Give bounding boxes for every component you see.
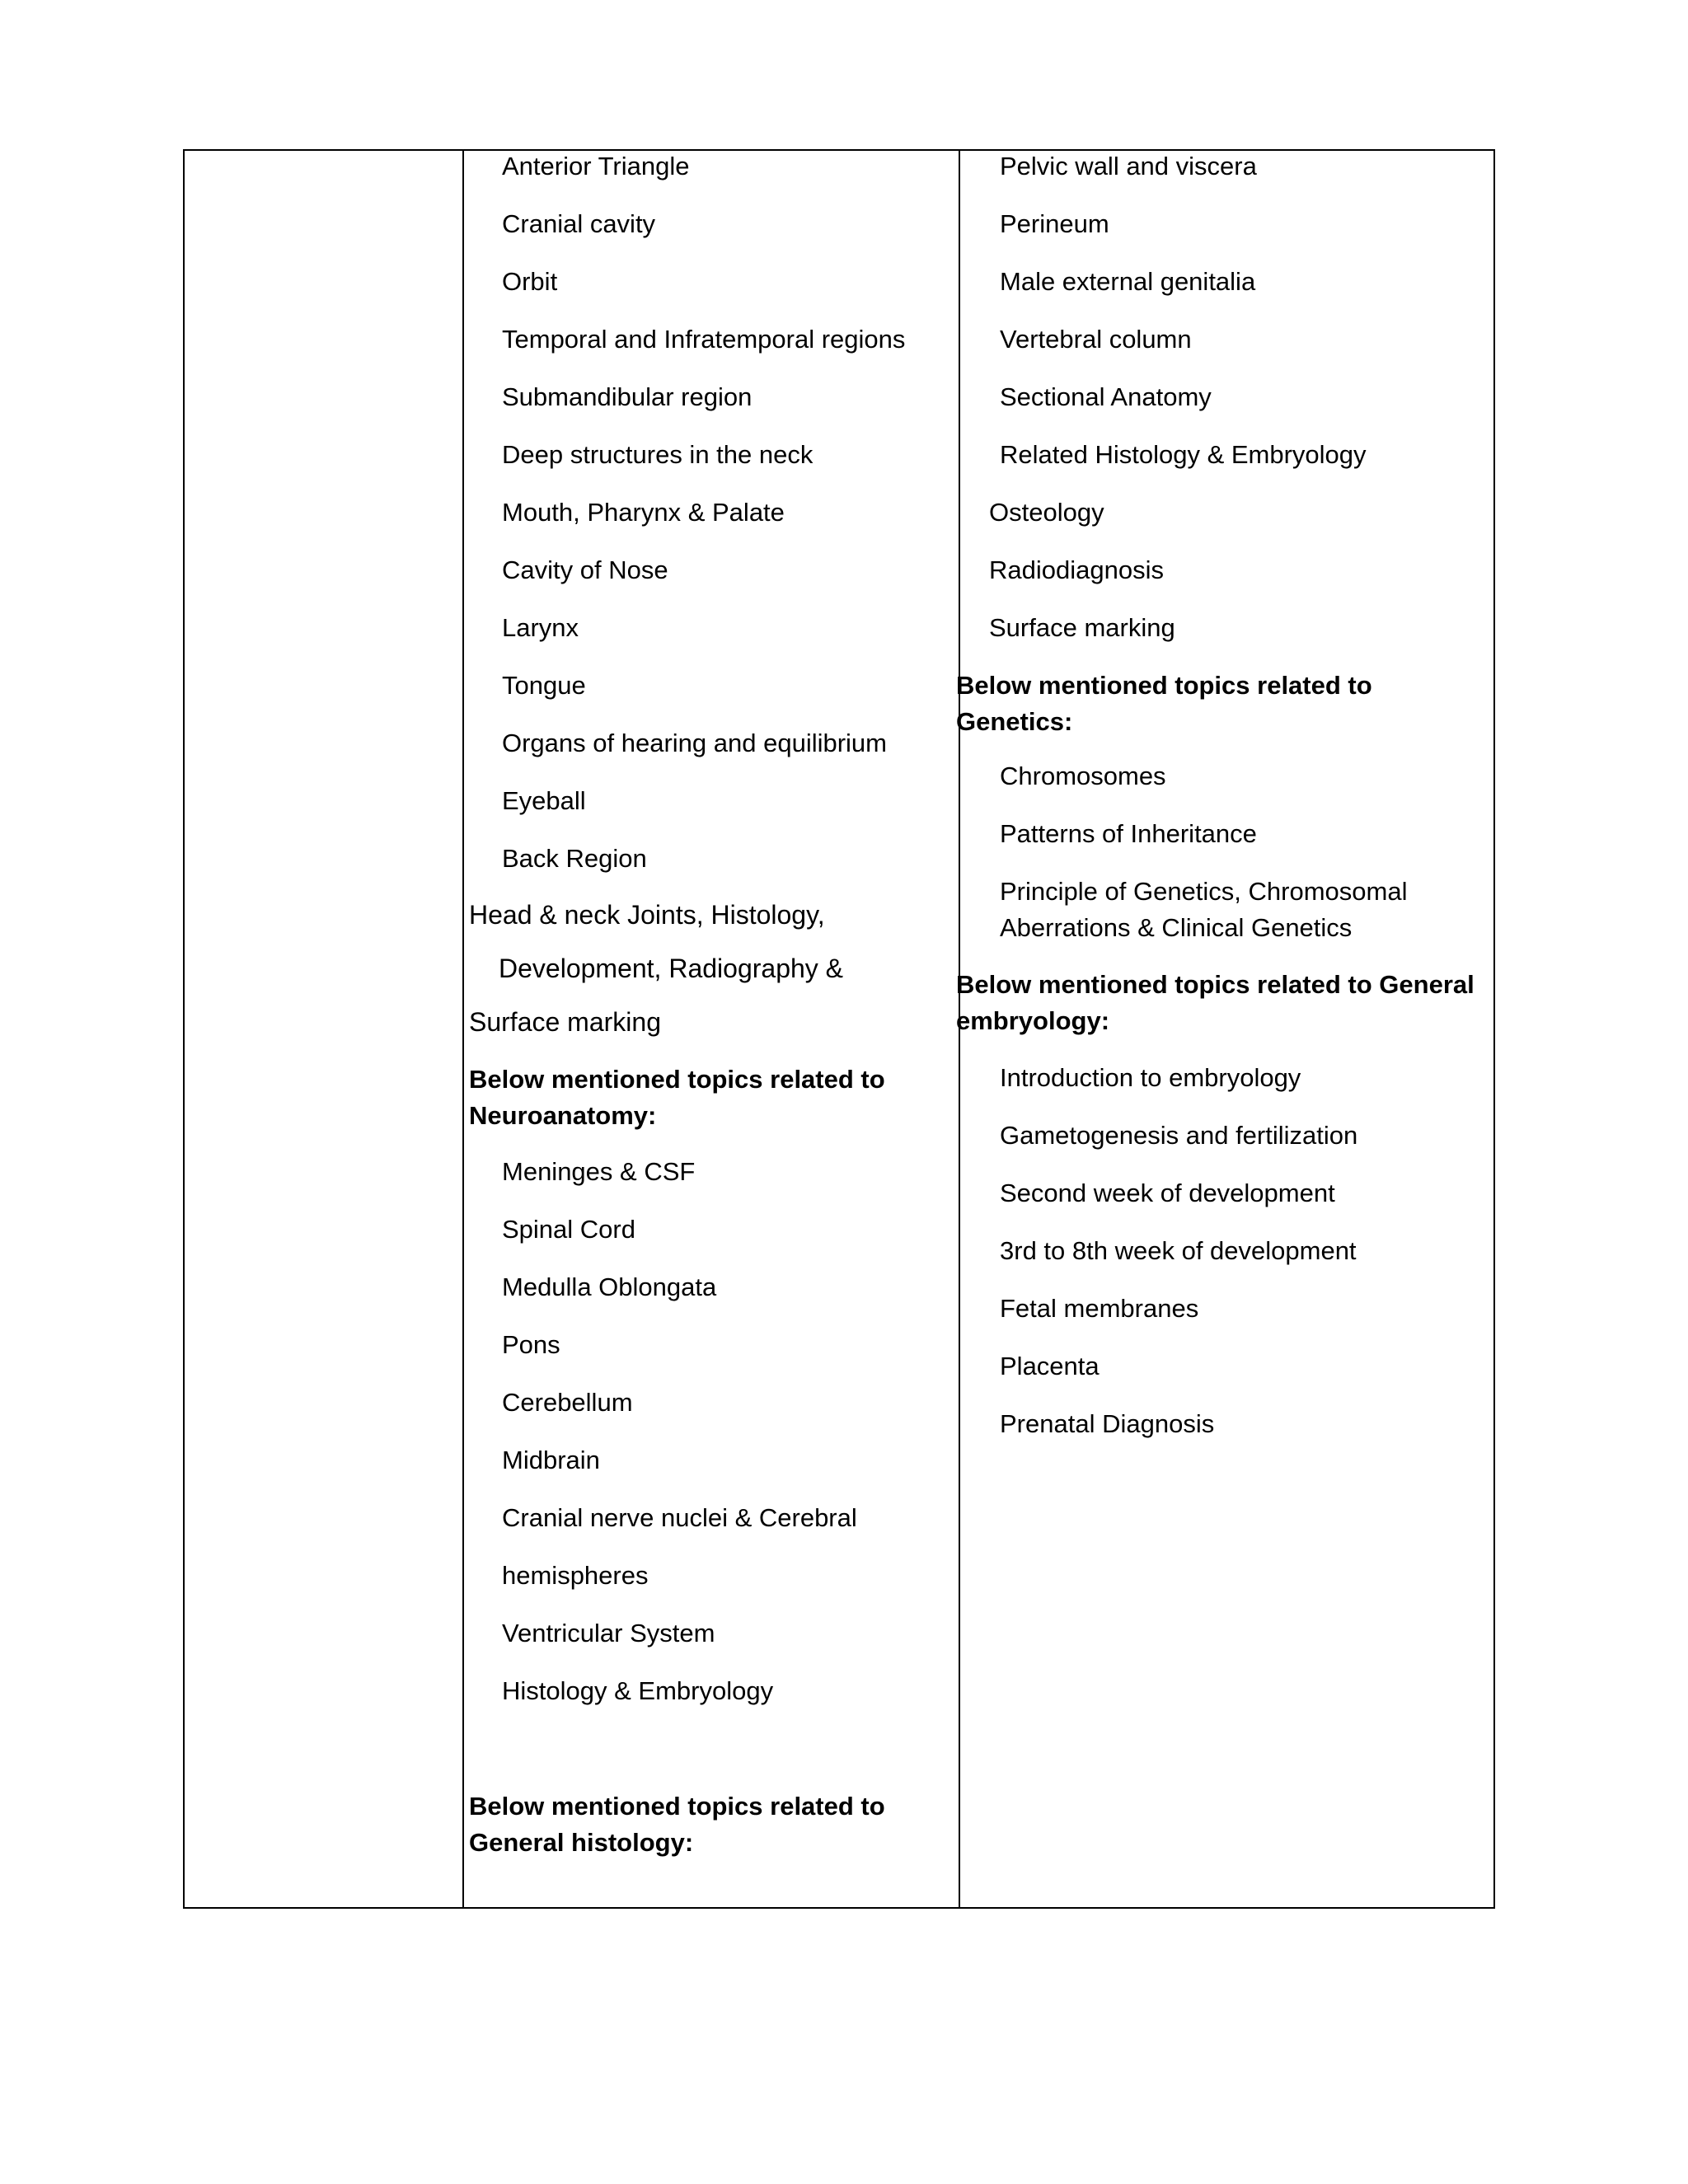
list-item: Prenatal Diagnosis — [1000, 1409, 1215, 1438]
section-heading: Below mentioned topics related to — [469, 1792, 885, 1821]
list-item: Tongue — [502, 671, 586, 700]
list-item: 3rd to 8th week of development — [1000, 1236, 1357, 1265]
list-item: Midbrain — [502, 1446, 600, 1474]
list-item: Osteology — [989, 498, 1104, 527]
section-note: Development, Radiography & — [499, 954, 844, 983]
section-heading: Genetics: — [956, 707, 1073, 736]
list-item: Cranial nerve nuclei & Cerebral — [502, 1503, 857, 1532]
list-item: Temporal and Infratemporal regions — [502, 325, 906, 354]
syllabus-table — [183, 149, 1495, 1909]
section-heading: Below mentioned topics related to — [469, 1065, 885, 1094]
list-item: Radiodiagnosis — [989, 555, 1164, 584]
list-item: Pelvic wall and viscera — [1000, 152, 1257, 180]
list-item: Submandibular region — [502, 382, 753, 411]
list-item: Second week of development — [1000, 1179, 1335, 1207]
list-item: Larynx — [502, 613, 579, 642]
list-item: Ventricular System — [502, 1619, 715, 1647]
section-heading: embryology: — [956, 1006, 1110, 1035]
section-heading: General histology: — [469, 1828, 694, 1857]
list-item: Principle of Genetics, Chromosomal — [1000, 877, 1408, 906]
list-item: Eyeball — [502, 786, 586, 815]
section-heading: Below mentioned topics related to — [956, 671, 1372, 700]
column-divider-1 — [462, 151, 464, 1907]
list-item: Deep structures in the neck — [502, 440, 814, 469]
list-item: Cavity of Nose — [502, 555, 668, 584]
list-item: Aberrations & Clinical Genetics — [1000, 913, 1353, 942]
list-item: Sectional Anatomy — [1000, 382, 1212, 411]
list-item: Spinal Cord — [502, 1215, 635, 1244]
list-item: Perineum — [1000, 209, 1109, 238]
list-item: Surface marking — [989, 613, 1175, 642]
list-item: Histology & Embryology — [502, 1676, 774, 1705]
list-item: Related Histology & Embryology — [1000, 440, 1367, 469]
list-item: Organs of hearing and equilibrium — [502, 729, 887, 757]
list-item: Meninges & CSF — [502, 1157, 696, 1186]
section-heading: Neuroanatomy: — [469, 1101, 657, 1130]
list-item: hemispheres — [502, 1561, 649, 1590]
list-item: Mouth, Pharynx & Palate — [502, 498, 785, 527]
list-item: Back Region — [502, 844, 647, 873]
list-item: Pons — [502, 1330, 560, 1359]
list-item: Male external genitalia — [1000, 267, 1256, 296]
list-item: Placenta — [1000, 1352, 1100, 1380]
list-item: Fetal membranes — [1000, 1294, 1199, 1323]
list-item: Vertebral column — [1000, 325, 1192, 354]
list-item: Medulla Oblongata — [502, 1272, 717, 1301]
list-item: Orbit — [502, 267, 558, 296]
list-item: Cerebellum — [502, 1388, 633, 1417]
list-item: Chromosomes — [1000, 762, 1166, 790]
section-heading: Below mentioned topics related to General — [956, 970, 1475, 999]
section-note: Head & neck Joints, Histology, — [469, 900, 825, 930]
list-item: Anterior Triangle — [502, 152, 690, 180]
list-item: Cranial cavity — [502, 209, 656, 238]
list-item: Introduction to embryology — [1000, 1063, 1301, 1092]
list-item: Patterns of Inheritance — [1000, 819, 1257, 848]
list-item: Gametogenesis and fertilization — [1000, 1121, 1358, 1150]
section-note: Surface marking — [469, 1007, 661, 1037]
